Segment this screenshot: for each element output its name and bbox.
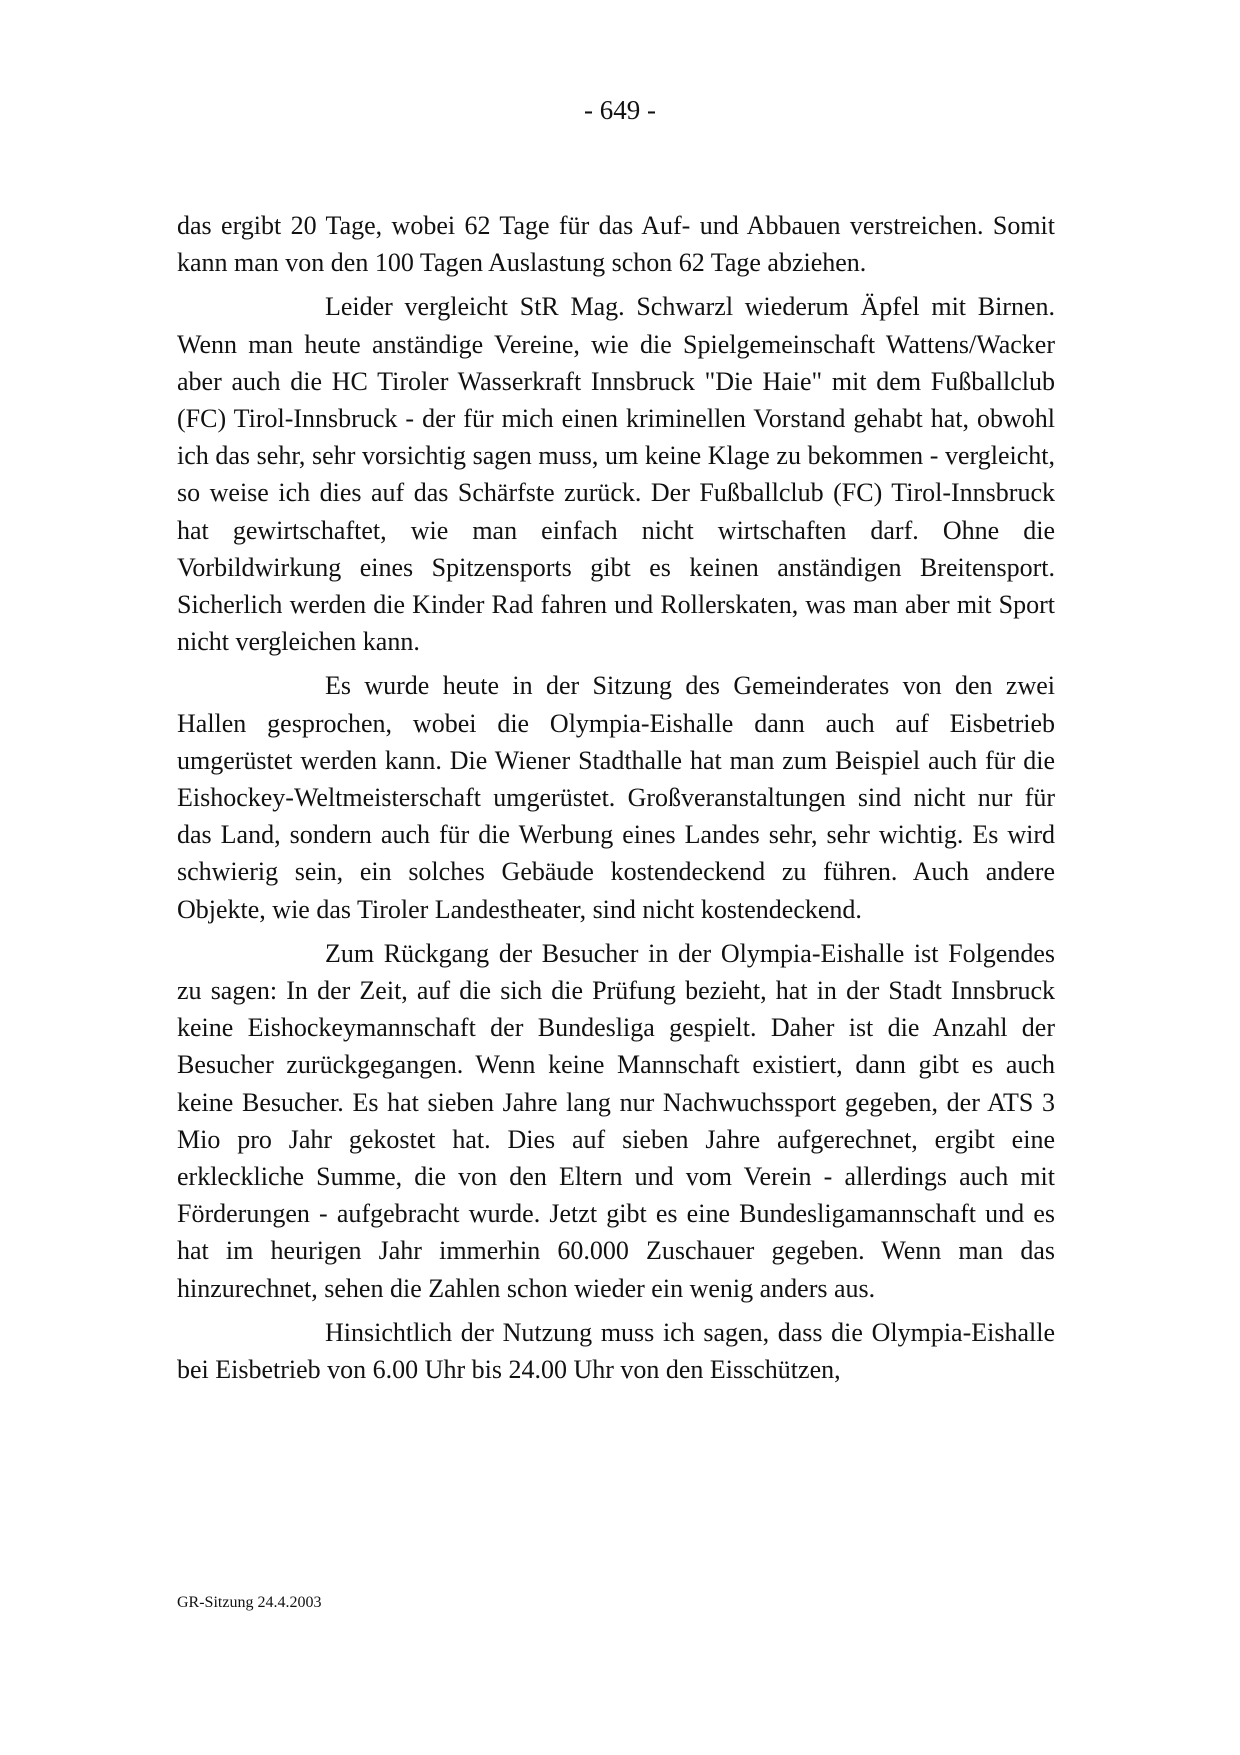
paragraph-2: Leider vergleicht StR Mag. Schwarzl wiederum Äpfel mit Birnen. Wenn man heute anständige Vereine, wie die Spielgemeinschaft Wattens/Wacker aber auch die HC Tiroler Wasserkraft Innsbruck "Die Haie" mit dem Fußballclub (FC) Tirol-Innsbruck - der für mich einen kriminellen Vorstand gehabt hat, obwohl ich das sehr, sehr vorsichtig sagen muss, um keine Klage zu bekommen - vergleicht, so weise ich dies auf das Schärfste zurück. Der Fußballclub (FC) Tirol-Innsbruck hat gewirtschaftet, wie man einfach nicht wirtschaften darf. Ohne die Vorbildwirkung eines Spitzensports gibt es keinen anständigen Breitensport. Sicherlich werden die Kinder Rad fahren und Rollerskaten, was man aber mit Sport nicht vergleichen kann. (177, 292, 1055, 657)
paragraph-3: Es wurde heute in der Sitzung des Gemeinderates von den zwei Hallen gesprochen, wobei die Olympia-Eishalle dann auch auf Eisbetrieb umgerüstet werden kann. Die Wiener Stadthalle hat man zum Beispiel auch für die Eishockey-Weltmeisterschaft umgerüstet. Großveranstaltungen sind nicht nur für das Land, sondern auch für die Werbung eines Landes sehr, sehr wichtig. Es wird schwierig sein, ein solches Gebäude kostendeckend zu führen. Auch andere Objekte, wie das Tiroler Landestheater, sind nicht kostendeckend. (177, 671, 1055, 924)
paragraph-5: Hinsichtlich der Nutzung muss ich sagen, dass die Olympia-Eishalle bei Eisbetrieb von 6.00 Uhr bis 24.00 Uhr von den Eisschützen, (177, 1317, 1055, 1385)
page-number: - 649 - (584, 95, 656, 125)
paragraph-1: das ergibt 20 Tage, wobei 62 Tage für das Auf- und Abbauen verstreichen. Somit kann man von den 100 Tagen Auslastung schon 62 Tage abziehen. (177, 211, 1055, 278)
body-text (177, 207, 1055, 1395)
footer-session-date: GR-Sitzung 24.4.2003 (177, 1594, 322, 1611)
paragraph-4: Zum Rückgang der Besucher in der Olympia-Eishalle ist Folgendes zu sagen: In der Zeit, auf die sich die Prüfung bezieht, hat in der Stadt Innsbruck keine Eishockeymannschaft der Bundesliga gespielt. Daher ist die Anzahl der Besucher zurückgegangen. Wenn keine Mannschaft existiert, dann gibt es auch keine Besucher. Es hat sieben Jahre lang nur Nachwuchssport gegeben, der ATS 3 Mio pro Jahr gekostet hat. Dies auf sieben Jahre aufgerechnet, ergibt eine erkleckliche Summe, die von den Eltern und vom Verein - allerdings auch mit Förderungen - aufgebracht wurde. Jetzt gibt es eine Bundesligamannschaft und es hat im heurigen Jahr immerhin 60.000 Zuschauer gegeben. Wenn man das hinzurechnet, sehen die Zahlen schon wieder ein wenig anders aus. (177, 938, 1055, 1303)
